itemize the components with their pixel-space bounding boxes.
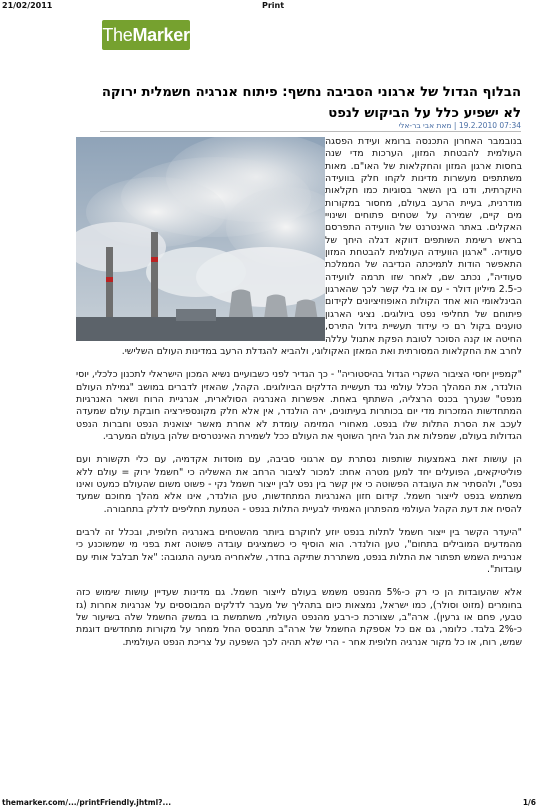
article-meta: 07:34 19.2.2010 | מאת אבי בר-אלי xyxy=(398,121,521,130)
print-date: 21/02/2011 xyxy=(2,1,53,10)
print-page-number: 1/6 xyxy=(522,798,536,807)
article-time: 07:34 xyxy=(499,121,521,130)
divider xyxy=(100,131,521,132)
logo-the: The xyxy=(102,25,133,45)
print-title: Print xyxy=(262,1,285,10)
article-body xyxy=(76,136,522,660)
logo-marker: Marker xyxy=(132,25,190,45)
article-date: 19.2.2010 xyxy=(458,121,497,130)
article-paragraph-3: הן עושות זאת באמצעות שותפות נסתרת עם ארגוני סביבה, עם מוסדות אקדמיה, עם כלי תקשורת ועם פוליטיקאים, הפועלים יחד למען מטרה אחת: למכור לציבור הרחב את האשליה כי "חשמל ירוק = עולם ללא נפט", ולהסתיר את העובדה הפשוטה כי אין קשר בין נפט לבין ייצור חשמל נקי - פשוט משום שהעולם כמעט ואינו משתמש בנפט לייצור חשמל. קידום חזון האנרגיות המתחדשות, טען הולנדר, אינו אלא מהלך מחוכם שמעד להסיח את דעת הקהל העולמי מהפתרון האמיתי לבעיית התלות בנפט - הטמעת תחליפים לדלק בתחבורה. xyxy=(76,454,522,515)
article-paragraph-4: "היעדר הקשר בין ייצור חשמל לתלות בנפט יוזע לחוקרם ביותר מהשטחים באנרגיה חלופית, ובכלל זה לרבים מהמדעים המובילים בתחום", טען הולנדר. הוא הוסיף כי כשמציגים עובדה פשוטה זאת בפני מי שמשוכנע כי אנרגיית השמש תפתור את התלות בנפט, משתררת שתיקה בחדר, שלאחריה מגיעה התגובה: "אל תבלבל אותי עם עובדות". xyxy=(76,526,522,575)
article-paragraph-5: אלא שהעובדות הן כי רק כ-5% מהנפט משמש בעולם לייצור חשמל. גם מדינות שעדיין עושות שימוש כזה בחומרים (מזוט וסולר), כמו ישראל, נמצאות כיום בתהליך של מעבר לדלקים המבוססים על אנרגיות אחרות (גז טבעי, פחם או גרעין). ארה"ב, שצורכת כ-רבע מהנפט העולמי, משתמשת בו במשק החשמל שלה בשיעור של כ-2% בלבד. כלומר, גם אם כל אספקת החשמל של ארה"ב תתבסס החל ממחר על מקורות מתחדשים דוגמת שמש, רוח, או כל מקור אנרגיה חלופית אחר - הרי שלא תהיה לכך השפעה על צריכת הנפט העולמית. xyxy=(76,587,522,648)
article-headline: הבלוף הגדול של ארגוני הסביבה נחשף: פיתוח אנרגיה חשמלית ירוקה לא ישפיע כלל על הביקוש לנפט xyxy=(101,85,521,121)
article-paragraph-1: בנובמבר האחרון התכנסה ברומא ועידת הפסגה העולמית להבטחת המזון, הערכות מדי שנה בחסות ארגון המזון והחקלאות של האו"ם. מאות משתתפים מעשרות מדינות לקחו חלק בוועידה היוקרתית, ודנו בין השאר בסוגיות כמו חקלאות מודרנית, בעיית הרעב בעולם, מחסור במקורות מים קיים, שמירה על שטחים פתוחים ושינויי האקלים. באתר האינטרנט של הוועידה התפרסם בראש רשימת השותפים דווקא דגלה היחך של סעודיה. "ארגון הוועידה העולמית להבטחת המזון התאפשר הודות לתמיכתה הנדיבה של הממלכת סעודיה", נכתב שם, לאחר שזו תרמה לוועידה כ-2.5 מיליון דולר - עם או בלי קשר לכך שהארגון הבינלאומי הוא אחד הקולות האופוזיציונים לקידום פיתוחם של תחליפי נפט ביולוגים. נציגי הארגון טוענים בקול רם כי עידוד תעשיית גידול התירס, החיטה או קנה הסוכר לטובת הפקת אתנול עללה לחרב את החקלאות המסורתית ואת המאזן האקולוגי, ולהביא להגדלת הרעב במדינות העולם השלישי. xyxy=(121,136,522,357)
themarker-logo[interactable] xyxy=(102,20,190,50)
print-url: themarker.com/.../printFriendly.jhtml?... xyxy=(2,798,172,807)
article-paragraph-2: "קמפיין יחסי הציבור השקרי הגדול בהיסטוריה" - כך הגדיר לפני כשבועיים נשיא המכון הישראלי לתכנון כלכלי, יוסי הולנדר, את המהלך הכלל עולמי נגד תעשיית הדלקים הביולוגים. הקהל, שהאזין לדברים במושב "גמילת העולם מנפט" שנערך בכנס הרצליה, השתתף באחת. אפשרות האנרגיה הסולארית, אנרגיית הרוח ושאר האנרגיות המתחדשות המזכרות מדי יום בכותרות בעיתונים, ירה הולנדר, אין אלא חלק מקונספירציה חובקת עולם שמעדה לעכב את הסרת התלות שלו בנפט. מאחורי המזימה עומדת לא אחרת מאשר יצואנית הנפט וחברות הנפט הגדולות בעולם, שמפלות את הגל היחך השוטף את העולם ככל לשמירת האינטרסים שלהן בעולם המערבי. xyxy=(76,369,522,442)
factory-smokestacks-photo xyxy=(76,137,325,341)
print-header xyxy=(0,0,540,12)
article-author[interactable]: מאת אבי בר-אלי xyxy=(398,121,452,130)
